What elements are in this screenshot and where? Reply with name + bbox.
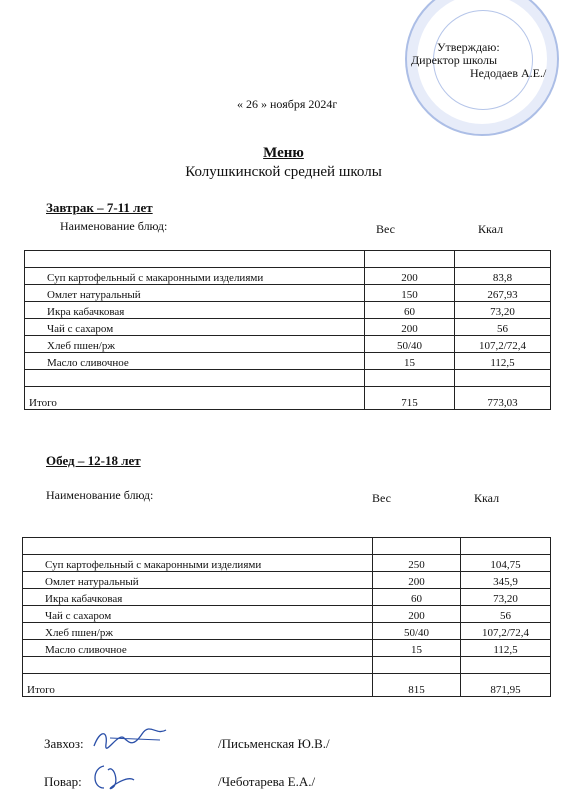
- lunch-col-weight: Вес: [372, 491, 391, 505]
- cook-label: Повар:: [44, 774, 82, 789]
- dish-kcal: 107,2/72,4: [455, 336, 551, 353]
- table-row: [25, 285, 551, 302]
- page-title: Меню: [263, 145, 304, 161]
- dish-weight: 250: [373, 555, 461, 572]
- dish-name: [25, 251, 365, 268]
- dish-name: Омлет натуральный: [25, 285, 365, 302]
- breakfast-col-weight: Вес: [376, 222, 395, 236]
- dish-kcal: 83,8: [455, 268, 551, 285]
- breakfast-table: [24, 250, 551, 410]
- table-row: [23, 640, 551, 657]
- dish-name: Чай с сахаром: [25, 319, 365, 336]
- dish-name: [25, 370, 365, 387]
- dish-weight: 200: [373, 606, 461, 623]
- document-date: « 26 » ноября 2024г: [237, 97, 338, 111]
- lunch-table: [22, 537, 551, 697]
- table-row: [23, 606, 551, 623]
- storekeeper-name: /Письменская Ю.В./: [218, 736, 330, 751]
- table-row: [23, 538, 551, 555]
- dish-weight: 15: [365, 353, 455, 370]
- dish-kcal: [455, 251, 551, 268]
- dish-weight: [373, 538, 461, 555]
- dish-kcal: 112,5: [461, 640, 551, 657]
- dish-weight: 200: [365, 319, 455, 336]
- lunch-heading: Обед – 12-18 лет: [46, 453, 141, 468]
- table-row: [23, 657, 551, 674]
- total-kcal: 773,03: [455, 387, 551, 410]
- cook-signature: [90, 760, 140, 794]
- table-row: [25, 370, 551, 387]
- dish-weight: 150: [365, 285, 455, 302]
- dish-kcal: 345,9: [461, 572, 551, 589]
- total-weight: 715: [365, 387, 455, 410]
- approval-line-1: Утверждаю:: [437, 40, 500, 54]
- dish-kcal: 112,5: [455, 353, 551, 370]
- dish-name: Суп картофельный с макаронными изделиями: [23, 555, 373, 572]
- dish-kcal: 104,75: [461, 555, 551, 572]
- lunch-col-kcal: Ккал: [474, 491, 500, 505]
- dish-name: Омлет натуральный: [23, 572, 373, 589]
- dish-weight: 60: [373, 589, 461, 606]
- total-row: [25, 387, 551, 410]
- dish-name: Масло сливочное: [25, 353, 365, 370]
- dish-kcal: [461, 538, 551, 555]
- dish-name: Суп картофельный с макаронными изделиями: [25, 268, 365, 285]
- total-kcal: 871,95: [461, 674, 551, 697]
- storekeeper-signature: [90, 724, 170, 754]
- table-row: [25, 251, 551, 268]
- approval-line-3: Недодаев А.Е./: [470, 66, 547, 80]
- page-subtitle: Колушкинской средней школы: [185, 164, 382, 180]
- dish-kcal: 73,20: [455, 302, 551, 319]
- table-row: [25, 353, 551, 370]
- approval-line-2: Директор школы: [411, 53, 498, 67]
- table-row: [23, 555, 551, 572]
- dish-name: [23, 538, 373, 555]
- table-row: [25, 336, 551, 353]
- dish-weight: 200: [365, 268, 455, 285]
- storekeeper-label: Завхоз:: [44, 736, 84, 751]
- dish-weight: [365, 251, 455, 268]
- dish-name: Хлеб пшен/рж: [25, 336, 365, 353]
- breakfast-col-kcal: Ккал: [478, 222, 504, 236]
- table-row: [23, 572, 551, 589]
- total-label: Итого: [23, 674, 373, 697]
- breakfast-heading: Завтрак – 7-11 лет: [46, 200, 153, 215]
- dish-weight: 15: [373, 640, 461, 657]
- lunch-col-name: Наименование блюд:: [46, 488, 154, 502]
- table-row: [23, 589, 551, 606]
- dish-kcal: 107,2/72,4: [461, 623, 551, 640]
- table-row: [23, 623, 551, 640]
- dish-name: Икра кабачковая: [23, 589, 373, 606]
- dish-weight: 60: [365, 302, 455, 319]
- dish-weight: 200: [373, 572, 461, 589]
- dish-weight: 50/40: [365, 336, 455, 353]
- dish-kcal: 56: [455, 319, 551, 336]
- dish-name: [23, 657, 373, 674]
- table-row: [25, 302, 551, 319]
- total-weight: 815: [373, 674, 461, 697]
- dish-kcal: 56: [461, 606, 551, 623]
- table-row: [25, 319, 551, 336]
- total-label: Итого: [25, 387, 365, 410]
- table-row: [25, 268, 551, 285]
- dish-kcal: 73,20: [461, 589, 551, 606]
- dish-weight: [373, 657, 461, 674]
- dish-name: Икра кабачковая: [25, 302, 365, 319]
- dish-kcal: [461, 657, 551, 674]
- dish-name: Чай с сахаром: [23, 606, 373, 623]
- dish-name: Масло сливочное: [23, 640, 373, 657]
- cook-name: /Чеботарева Е.А./: [218, 774, 316, 789]
- dish-weight: [365, 370, 455, 387]
- dish-name: Хлеб пшен/рж: [23, 623, 373, 640]
- total-row: [23, 674, 551, 697]
- dish-kcal: 267,93: [455, 285, 551, 302]
- breakfast-col-name: Наименование блюд:: [60, 219, 168, 233]
- dish-kcal: [455, 370, 551, 387]
- dish-weight: 50/40: [373, 623, 461, 640]
